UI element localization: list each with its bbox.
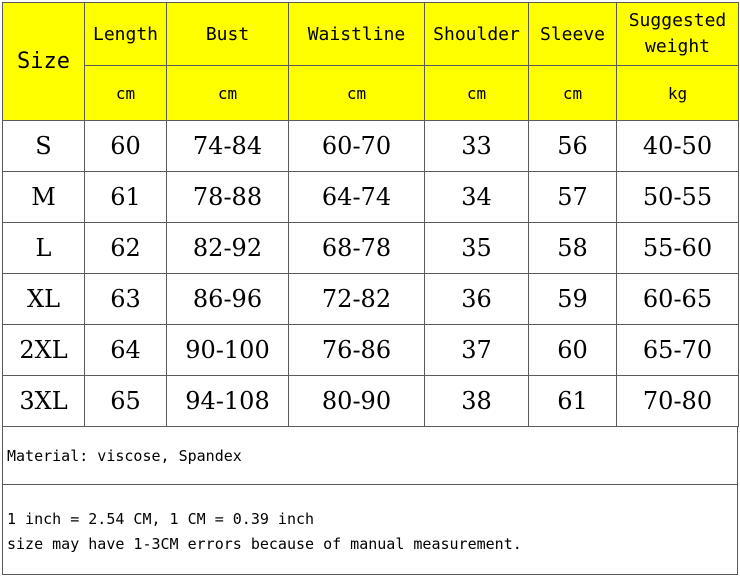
bust-cell: 74-84 — [167, 121, 289, 172]
size-cell: M — [3, 172, 85, 223]
size-header: Size — [3, 3, 85, 121]
measurement-note — [2, 485, 738, 575]
weight-cell: 50-55 — [617, 172, 739, 223]
bust-cell: 86-96 — [167, 274, 289, 325]
waistline-cell: 72-82 — [289, 274, 425, 325]
waistline-cell: 80-90 — [289, 376, 425, 427]
sleeve-cell: 57 — [529, 172, 617, 223]
shoulder-unit: cm — [425, 66, 529, 121]
size-rows — [3, 121, 739, 427]
size-chart — [2, 2, 738, 575]
shoulder-cell: 33 — [425, 121, 529, 172]
length-cell: 60 — [85, 121, 167, 172]
bust-header: Bust — [167, 3, 289, 66]
waistline-cell: 64-74 — [289, 172, 425, 223]
size-cell: S — [3, 121, 85, 172]
shoulder-cell: 38 — [425, 376, 529, 427]
unit-row — [3, 66, 739, 121]
waistline-cell: 60-70 — [289, 121, 425, 172]
table-row — [3, 223, 739, 274]
waistline-header: Waistline — [289, 3, 425, 66]
bust-unit: cm — [167, 66, 289, 121]
sleeve-cell: 61 — [529, 376, 617, 427]
waistline-cell: 68-78 — [289, 223, 425, 274]
size-cell: 2XL — [3, 325, 85, 376]
size-table — [2, 2, 739, 427]
weight-header-line2: weight — [644, 36, 711, 57]
sleeve-unit: cm — [529, 66, 617, 121]
sleeve-cell: 60 — [529, 325, 617, 376]
weight-cell: 65-70 — [617, 325, 739, 376]
weight-cell: 60-65 — [617, 274, 739, 325]
table-row — [3, 172, 739, 223]
header-row — [3, 3, 739, 66]
material-text: Material: viscose, Spandex — [7, 446, 242, 465]
weight-unit: kg — [617, 66, 739, 121]
shoulder-cell: 35 — [425, 223, 529, 274]
size-cell: L — [3, 223, 85, 274]
sleeve-cell: 59 — [529, 274, 617, 325]
table-row — [3, 274, 739, 325]
weight-header-line1: Suggested — [628, 10, 727, 31]
sleeve-cell: 58 — [529, 223, 617, 274]
table-row — [3, 376, 739, 427]
length-cell: 64 — [85, 325, 167, 376]
length-cell: 63 — [85, 274, 167, 325]
waistline-unit: cm — [289, 66, 425, 121]
length-cell: 61 — [85, 172, 167, 223]
bust-cell: 90-100 — [167, 325, 289, 376]
shoulder-cell: 34 — [425, 172, 529, 223]
table-row — [3, 121, 739, 172]
weight-cell: 70-80 — [617, 376, 739, 427]
size-cell: XL — [3, 274, 85, 325]
length-cell: 65 — [85, 376, 167, 427]
bust-cell: 78-88 — [167, 172, 289, 223]
size-cell: 3XL — [3, 376, 85, 427]
sleeve-cell: 56 — [529, 121, 617, 172]
shoulder-cell: 36 — [425, 274, 529, 325]
length-cell: 62 — [85, 223, 167, 274]
material-note — [2, 427, 738, 485]
shoulder-header: Shoulder — [425, 3, 529, 66]
bust-cell: 94-108 — [167, 376, 289, 427]
table-row — [3, 325, 739, 376]
shoulder-cell: 37 — [425, 325, 529, 376]
conversion-text: 1 inch = 2.54 CM, 1 CM = 0.39 inch — [7, 510, 315, 528]
bust-cell: 82-92 — [167, 223, 289, 274]
error-text: size may have 1-3CM errors because of manual measurement. — [7, 535, 522, 553]
weight-header — [617, 3, 739, 66]
weight-cell: 55-60 — [617, 223, 739, 274]
waistline-cell: 76-86 — [289, 325, 425, 376]
length-unit: cm — [85, 66, 167, 121]
length-header: Length — [85, 3, 167, 66]
weight-cell: 40-50 — [617, 121, 739, 172]
sleeve-header: Sleeve — [529, 3, 617, 66]
